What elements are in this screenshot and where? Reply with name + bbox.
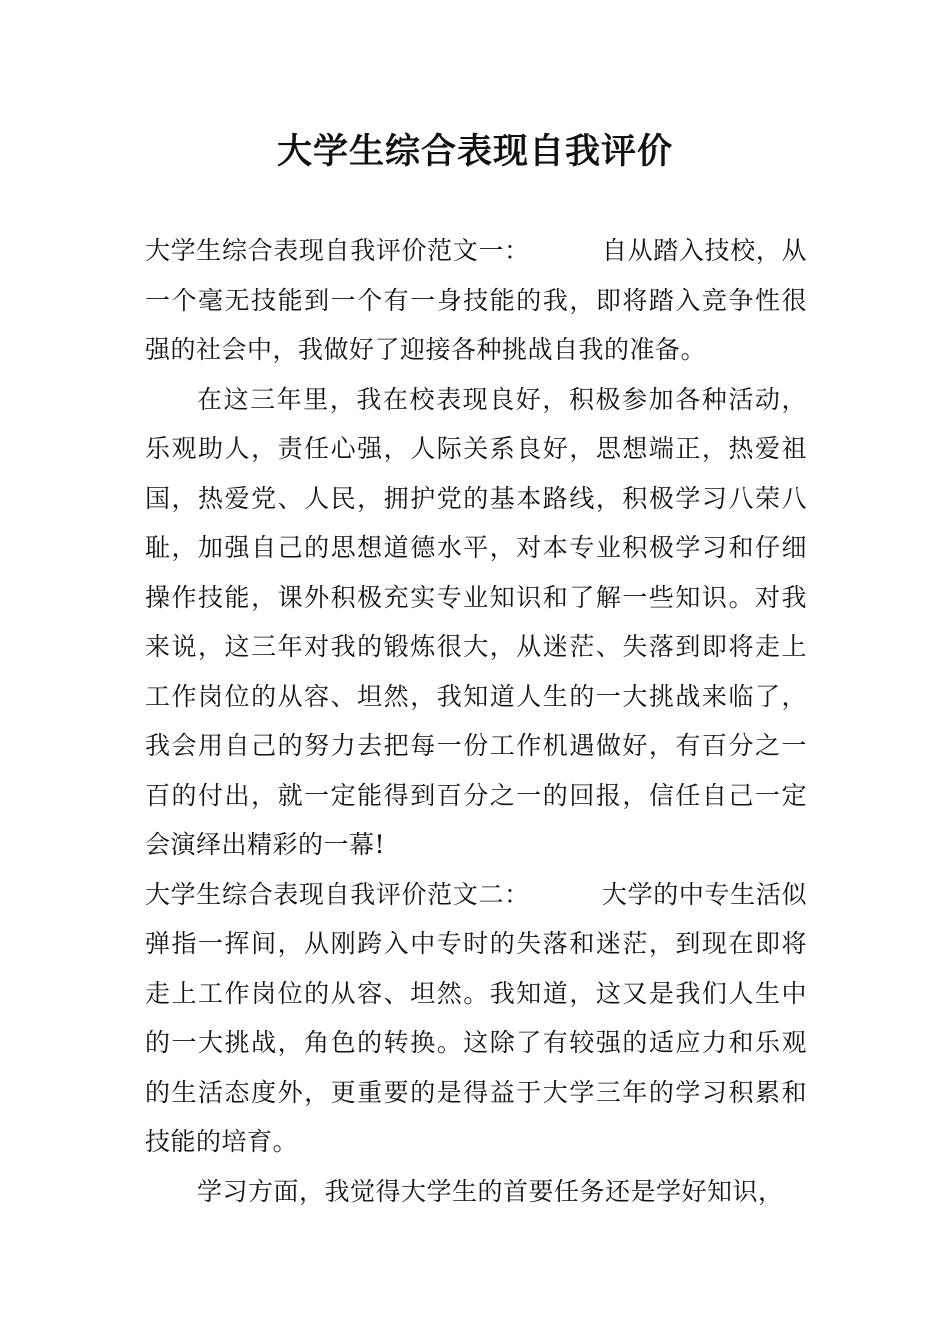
sample2-paragraph (145, 870, 807, 1167)
sample2-heading: 大学生综合表现自我评价范文二： (145, 879, 530, 909)
sample1-body-paragraph: 在这三年里，我在校表现良好，积极参加各种活动，乐观助人，责任心强，人际关系良好，思想端正，热爱祖国，热爱党、人民，拥护党的基本路线，积极学习八荣八耻，加强自己的思想道德水平，对本专业积极学习和仔细操作技能，课外积极充实专业知识和了解一些知识。对我来说，这三年对我的锻炼很大，从迷茫、失落到即将走上工作岗位的从容、坦然，我知道人生的一大挑战来临了，我会用自己的努力去把每一份工作机遇做好，有百分之一百的付出，就一定能得到百分之一的回报，信任自己一定会演绎出精彩的一幕! (145, 384, 807, 859)
document-title: 大学生综合表现自我评价 (276, 132, 673, 172)
sample2-body-paragraph: 学习方面，我觉得大学生的首要任务还是学好知识， (197, 1176, 784, 1206)
sample2-intro-text: 大学的中专生活似弹指一挥间，从刚跨入中专时的失落和迷茫，到现在即将走上工作岗位的从容、坦然。我知道，这又是我们人生中的一大挑战，角色的转换。这除了有较强的适应力和乐观的生活态度外，更重要的是得益于大学三年的学习积累和技能的培育。 (145, 879, 807, 1156)
document-body (145, 226, 807, 1216)
sample1-heading: 大学生综合表现自我评价范文一： (145, 236, 530, 265)
sample1-paragraph (145, 226, 807, 375)
sample1-intro-text: 自从踏入技校，从一个毫无技能到一个有一身技能的我，即将踏入竞争性很强的社会中，我做好了迎接各种挑战自我的准备。 (145, 236, 807, 364)
